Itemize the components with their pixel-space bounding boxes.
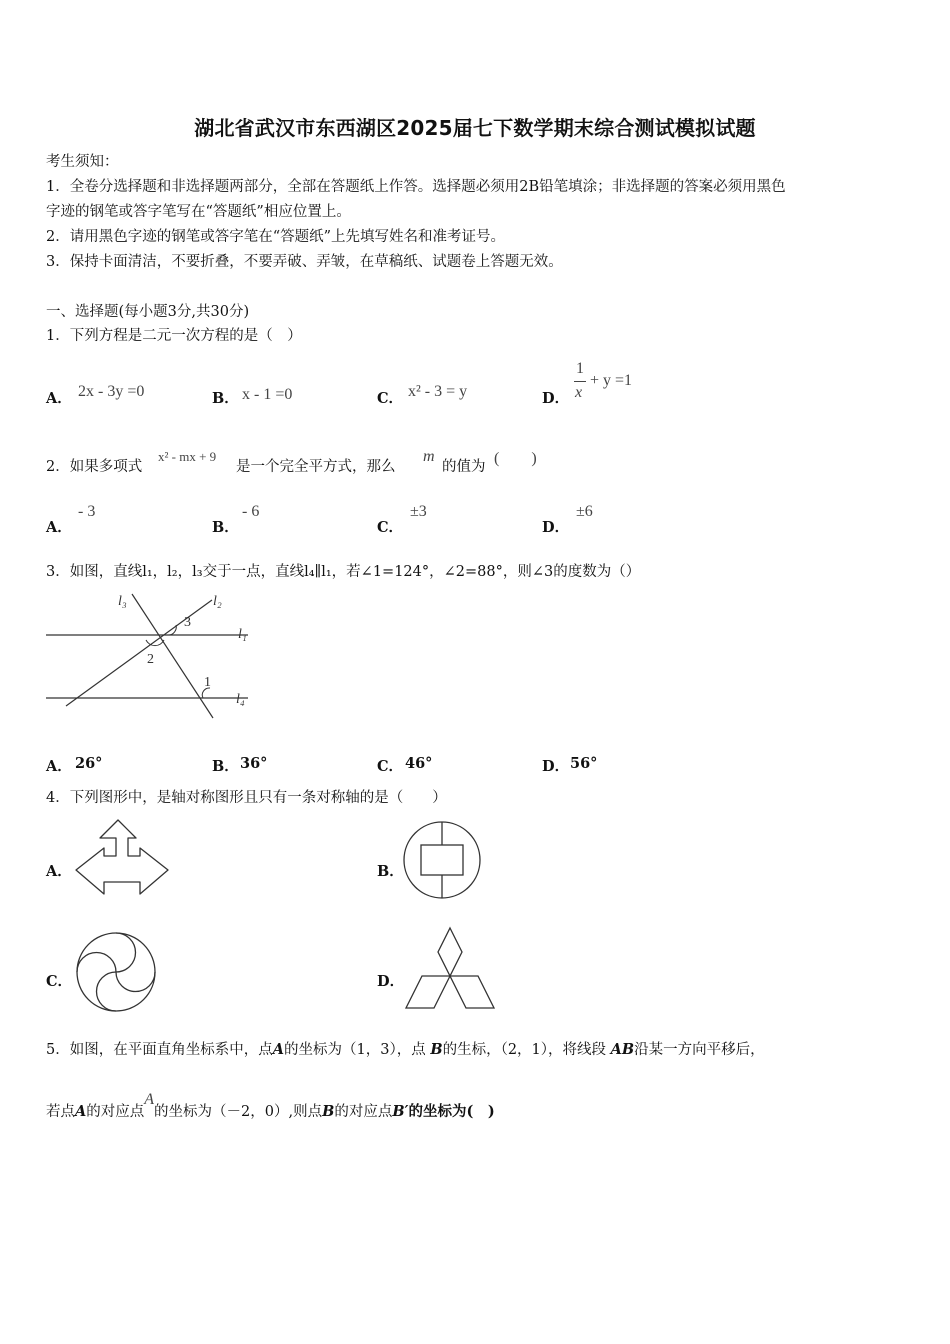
- q4-option-c-label: C．: [46, 973, 73, 990]
- q3-option-b-label: B．: [212, 758, 239, 775]
- diamond-right: [450, 976, 494, 1008]
- q3-option-a: 26°: [75, 755, 103, 772]
- notice-header: 考生须知：: [46, 154, 119, 170]
- q1-option-c-label: C．: [377, 390, 404, 407]
- q3-option-c: 46°: [405, 755, 433, 772]
- q4-stem: 4．下列图形中，是轴对称图形且只有一条对称轴的是（ ）: [46, 790, 447, 806]
- q3-option-a-label: A．: [46, 758, 72, 775]
- q3-option-d-label: D．: [542, 758, 570, 775]
- q5-text-2: 的坐标为（1，3），点: [284, 1042, 426, 1058]
- q2-option-a: - 3: [78, 503, 96, 520]
- section-heading: 一、选择题(每小题3分,共30分): [46, 304, 250, 320]
- triple-arrow-shape: [76, 820, 168, 894]
- q5-text-1: 5．如图，在平面直角坐标系中，点: [46, 1042, 273, 1058]
- q2-polynomial: x² - mx + 9: [158, 449, 217, 464]
- q1-stem: 1．下列方程是二元一次方程的是（ ）: [46, 328, 302, 344]
- notice-item-1-line-1: 1．全卷分选择题和非选择题两部分，全部在答题纸上作答。选择题必须用2B铅笔填涂；非选择题的答案必须用黑色: [46, 179, 786, 195]
- q5-point-a-2: A: [75, 1103, 87, 1120]
- q4-option-b-coin-figure: [402, 820, 484, 902]
- line-l3: [132, 594, 213, 718]
- q5-text-7: 的坐标为（－2，0）,则点: [154, 1104, 323, 1120]
- q5-text-5: 若点: [46, 1104, 75, 1120]
- label-angle-1: 1: [204, 675, 211, 690]
- q1-option-b-label: B．: [212, 390, 239, 407]
- q1-option-d-label: D．: [542, 390, 570, 407]
- q1-option-c: x² - 3 = y: [408, 383, 468, 400]
- q2-stem-mid: 是一个完全平方式，那么: [236, 459, 396, 475]
- q5-point-a: A: [272, 1041, 284, 1058]
- q4-option-c-pinwheel-figure: [74, 930, 158, 1014]
- q5-segment-ab: AB: [610, 1041, 635, 1058]
- label-angle-3: 3: [184, 615, 191, 630]
- q2-variable-m: m: [423, 448, 435, 465]
- q5-text-6: 的对应点: [86, 1104, 145, 1120]
- q2-option-d: ±6: [576, 503, 593, 520]
- q4-option-d-diamonds-figure: [402, 926, 498, 1014]
- q5-text-4: 沿某一方向平移后，: [634, 1042, 765, 1058]
- notice-item-1-line-2: 字迹的钢笔或答字笔写在“答题纸”相应位置上。: [46, 204, 351, 220]
- label-l4: l₄: [236, 692, 245, 707]
- label-l2: l₂: [213, 594, 222, 609]
- q5-point-b-2: B: [322, 1103, 335, 1120]
- q4-option-a-arrows-figure: [72, 818, 172, 900]
- q3-option-b: 36°: [240, 755, 268, 772]
- q5-line-1: [46, 1040, 765, 1060]
- notice-item-3: 3．保持卡面清洁，不要折叠，不要弄破、弄皱，在草稿纸、试题卷上答题无效。: [46, 254, 563, 270]
- diamond-top: [438, 928, 462, 976]
- q1-option-a: 2x - 3y =0: [78, 383, 145, 400]
- notice-item-2: 2．请用黑色字迹的钢笔或答字笔在“答题纸”上先填写姓名和准考证号。: [46, 229, 506, 245]
- q3-option-c-label: C．: [377, 758, 404, 775]
- q5-text-3: 的生标，（2，1），将线段: [442, 1042, 607, 1058]
- label-angle-2: 2: [147, 652, 154, 667]
- q2-option-d-label: D．: [542, 519, 570, 536]
- q5-point-a-prime: A: [144, 1091, 155, 1108]
- q5-point-b: B: [430, 1041, 443, 1058]
- q1-option-d-fraction-bar: [574, 381, 586, 382]
- q4-option-b-label: B．: [377, 863, 404, 880]
- q2-stem-pre: 2．如果多项式: [46, 459, 143, 475]
- q2-stem-post: 的值为: [442, 459, 486, 475]
- q3-stem: 3．如图，直线l₁，l₂，l₃交于一点，直线l₄∥l₁，若∠1=124°，∠2=88°，则∠3的度数为（）: [46, 564, 641, 580]
- diamond-left: [406, 976, 450, 1008]
- q2-option-a-label: A．: [46, 519, 72, 536]
- q2-answer-paren: ( ): [494, 450, 537, 467]
- q2-option-b: - 6: [242, 503, 260, 520]
- q5-point-b-prime: B′: [392, 1103, 409, 1120]
- q4-option-d-label: D．: [377, 973, 405, 990]
- page-title: 湖北省武汉市东西湖区2025届七下数学期末综合测试模拟试题: [194, 116, 756, 140]
- q1-option-d-rest: + y =1: [590, 372, 633, 389]
- coin-square: [421, 845, 463, 875]
- q1-option-b: x - 1 =0: [242, 386, 293, 403]
- label-l1: l₁: [238, 627, 247, 642]
- q2-option-c-label: C．: [377, 519, 404, 536]
- q5-text-9: 的坐标为( ): [408, 1103, 495, 1120]
- q3-option-d: 56°: [570, 755, 598, 772]
- q5-text-8: 的对应点: [334, 1104, 393, 1120]
- q4-option-a-label: A．: [46, 863, 72, 880]
- q5-line-2: [46, 1091, 495, 1122]
- q3-parallel-lines-figure: [40, 588, 270, 723]
- label-l3: l₃: [118, 594, 127, 609]
- q1-option-d-denominator: x: [575, 384, 583, 401]
- q2-option-c: ±3: [410, 503, 427, 520]
- q1-option-a-label: A．: [46, 390, 72, 407]
- q2-option-b-label: B．: [212, 519, 239, 536]
- q1-option-d-numerator: 1: [576, 360, 584, 377]
